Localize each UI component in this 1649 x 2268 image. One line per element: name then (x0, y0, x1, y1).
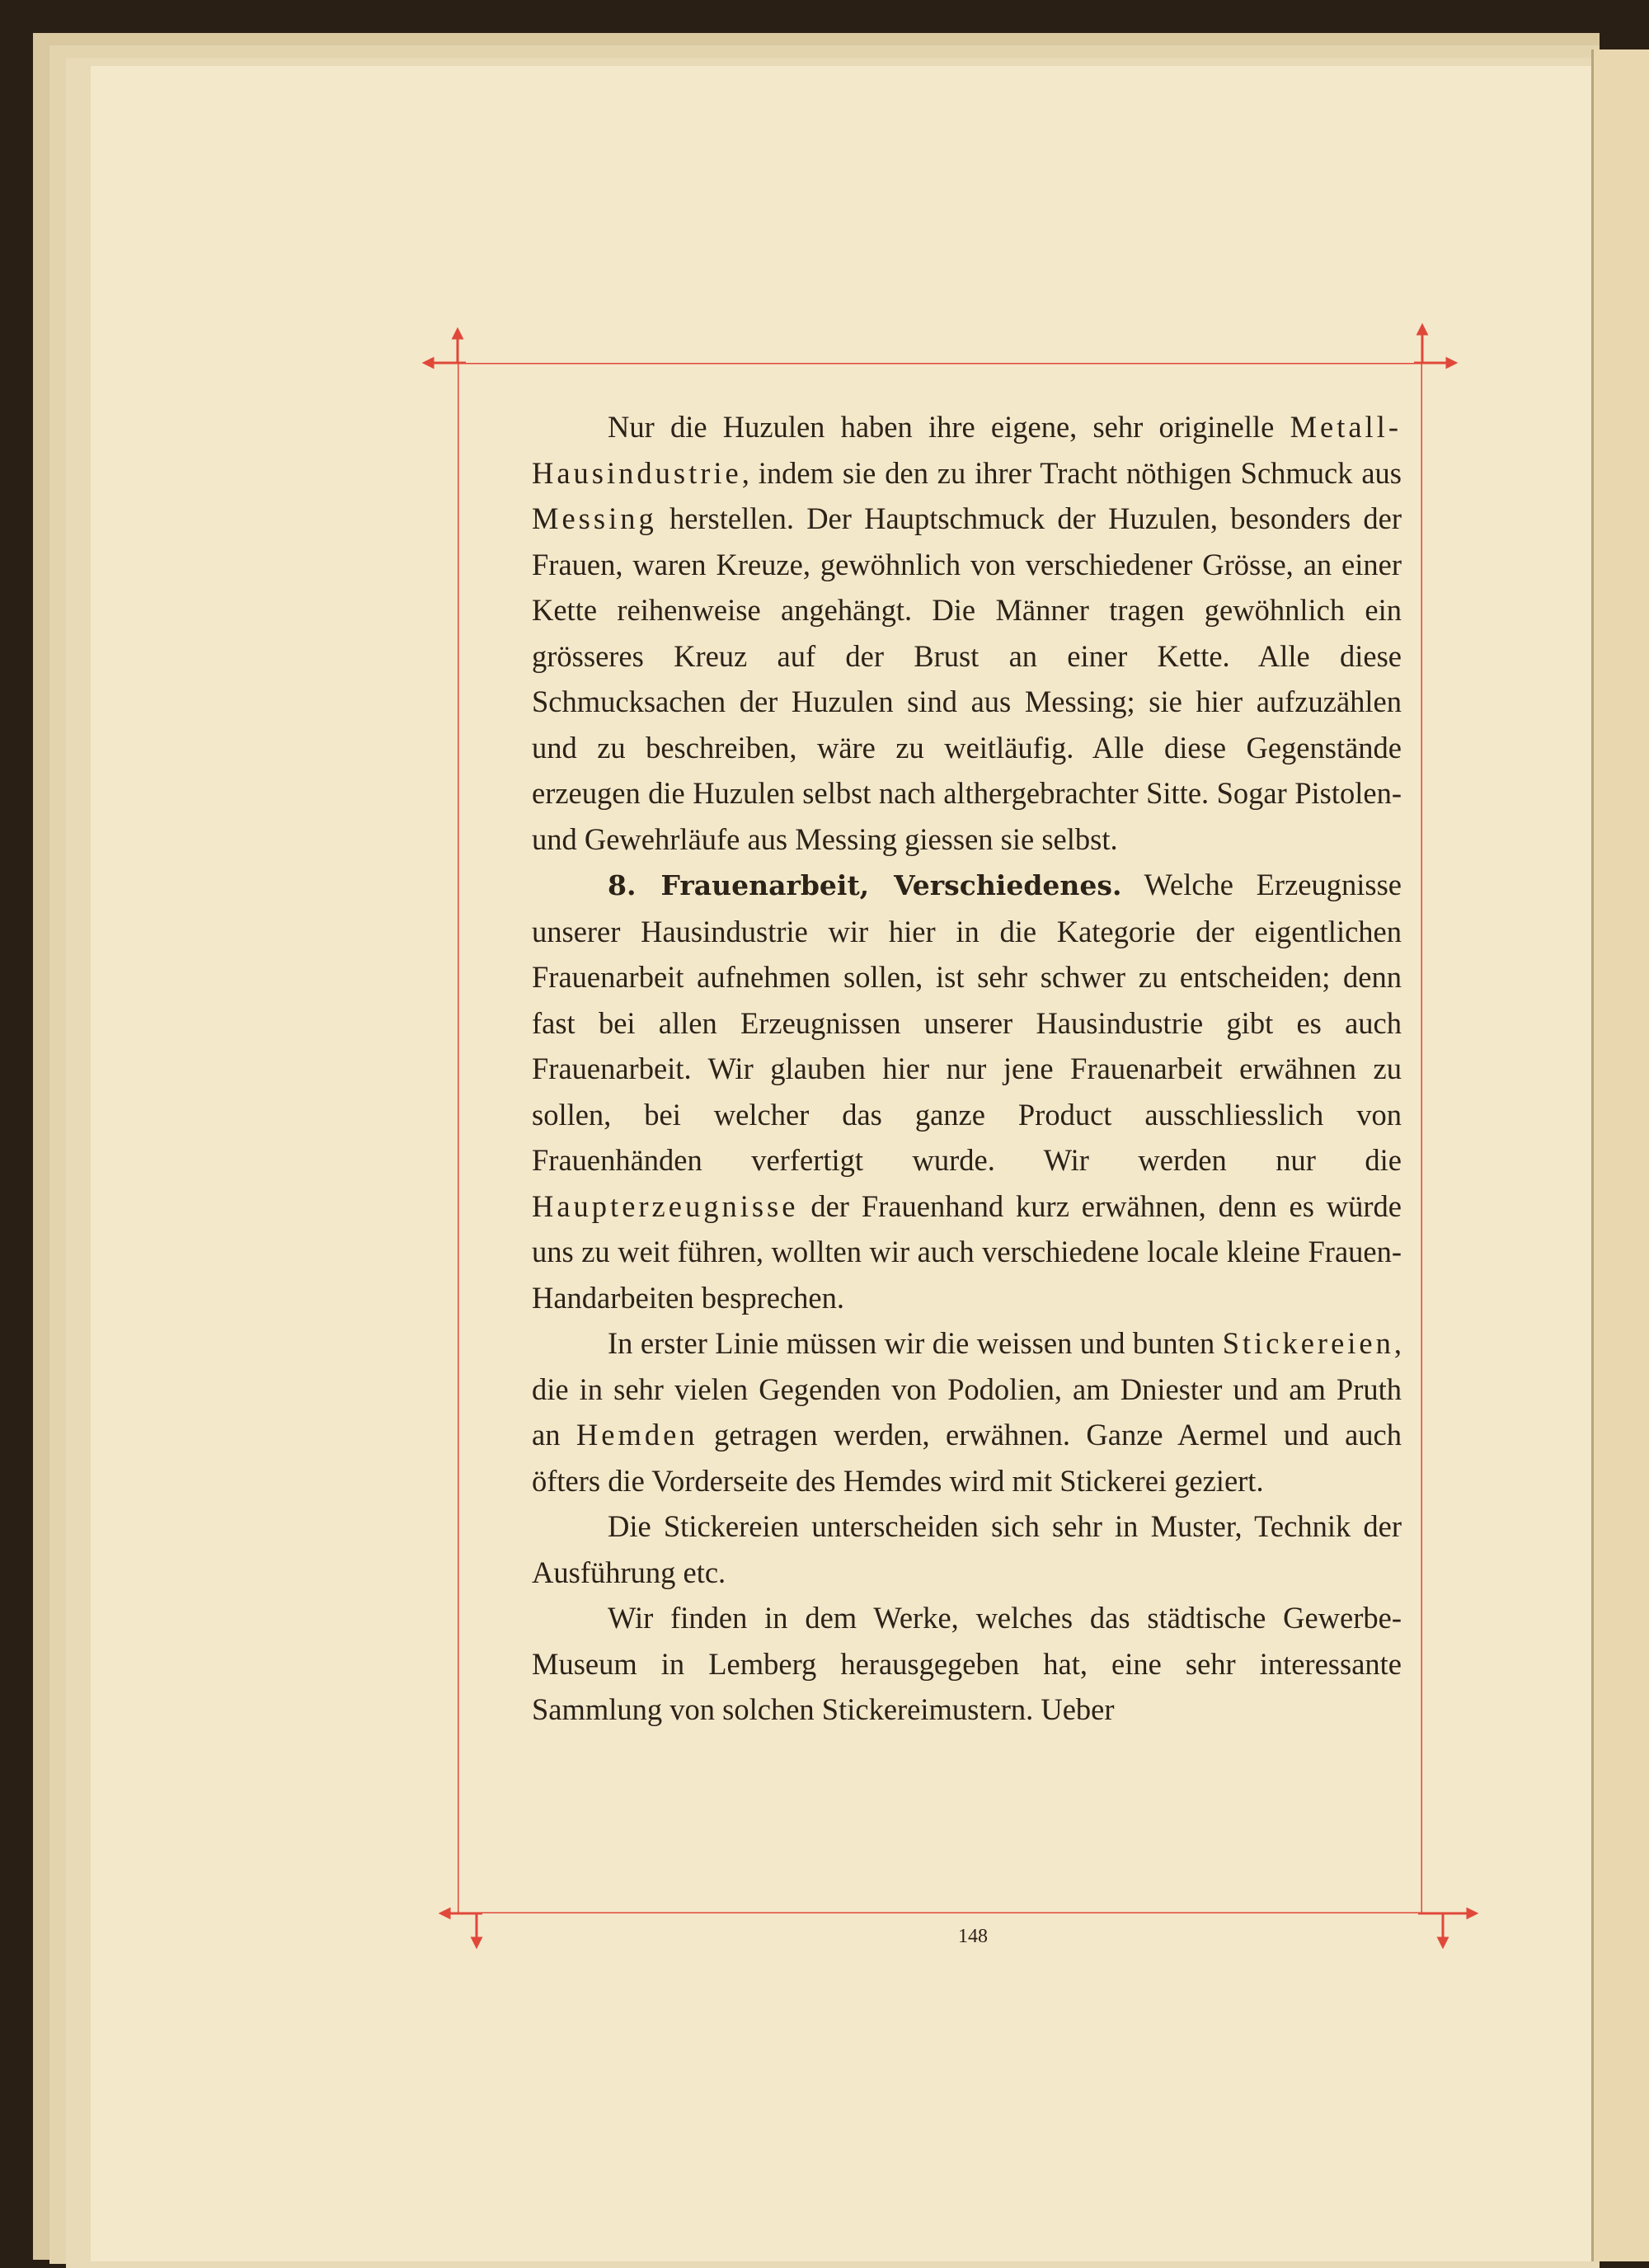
page-number: 148 (958, 1926, 988, 1947)
paragraph (532, 1503, 1402, 1595)
text-run: getragen werden, erwähnen. Ganze Aermel und auch öfters die Vorderseite des Hemdes wird mit Stickerei geziert. (532, 1418, 1402, 1498)
text-run: herstellen. Der Hauptschmuck der Huzulen, besonders der Frauen, waren Kreuze, gewöhnlich von verschiedener Grösse, an einer Kette reihenweise angehängt. Die Männer tragen gewöhnlich ein grösseres Kreuz auf der Brust an einer Kette. Alle diese Schmucksachen der Huzulen sind aus Messing; sie hier aufzuzählen und zu beschreiben, wäre zu weitläufig. Alle diese Gegenstände erzeugen die Huzulen selbst nach althergebrachter Sitte. Sogar Pistolen- und Gewehrläufe aus Messing giessen sie selbst. (532, 501, 1402, 856)
spaced-emphasis: Metall-Hausindustrie (532, 410, 1402, 490)
spaced-emphasis: Haupterzeugnisse (532, 1188, 799, 1223)
paragraph (532, 1320, 1402, 1503)
paragraph (532, 862, 1402, 1320)
text-run: Die Stickereien unterscheiden sich sehr in Muster, Technik der Ausführung etc. (532, 1509, 1402, 1589)
text-run: Nur die Huzulen haben ihre eigene, sehr originelle (608, 410, 1290, 444)
text-run: der Frauenhand kurz erwähnen, denn es würde uns zu weit führen, wollten wir auch verschiedene locale kleine Frauen-Handarbeiten besprechen. (532, 1188, 1402, 1315)
body-text (532, 404, 1402, 1733)
spaced-emphasis: Hemden (576, 1418, 698, 1452)
text-run: Welche Erzeugnisse unserer Hausindustrie wir hier in die Kategorie der eigentlichen Frauenarbeit aufnehmen sollen, ist sehr schwer zu entscheiden; denn fast bei allen Erzeugnissen unserer Hausindustrie gibt es auch Frauenarbeit. Wir glauben hier nur jene Frauenarbeit erwähnen zu sollen, bei welcher das ganze Product ausschliesslich von Frauenhänden verfertigt wurde. Wir werden nur die (532, 868, 1402, 1177)
text-run: , indem sie den zu ihrer Tracht nöthigen Schmuck aus (741, 455, 1402, 490)
paragraph (532, 404, 1402, 862)
section-heading: 8. Frauenarbeit, Verschiedenes. (608, 869, 1122, 901)
paragraph (532, 1595, 1402, 1733)
text-run: , die in sehr vielen Gegenden von Podolien, am Dniester und am Pruth an (532, 1326, 1402, 1452)
text-run: Wir finden in dem Werke, welches das städtische Gewerbe-Museum in Lemberg herausgegeben hat, eine sehr interessante Sammlung von solchen Stickereimustern. Ueber (532, 1601, 1402, 1726)
facing-page-edge (1591, 49, 1649, 2261)
spaced-emphasis: Stickereien (1222, 1326, 1394, 1360)
spaced-emphasis: Messing (532, 501, 657, 535)
text-run: In erster Linie müssen wir die weissen und bunten (608, 1326, 1223, 1360)
